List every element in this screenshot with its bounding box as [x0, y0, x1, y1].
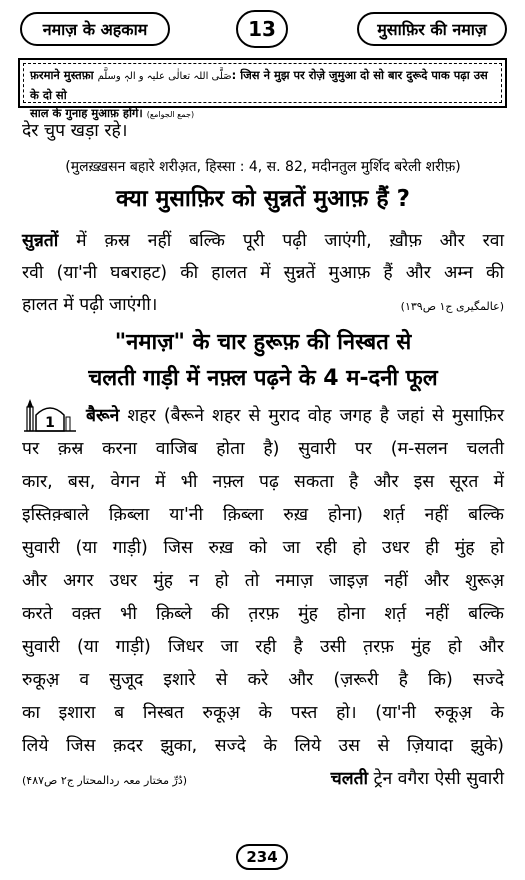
para2-line-1-text: शहर (बैरूने शहर से मुराद वोह जगह है जहां से मुसाफ़िर: [119, 406, 504, 426]
para2-line-9: रुकूअ़ व सुजूद इशारे से करे और (ज़रूरी है कि) सज्दे: [22, 670, 504, 690]
para3-line-1-text: ट्रेन वगैरा ऐसी सुवारी: [368, 769, 504, 789]
para3-line-1: [331, 767, 504, 791]
para2-bold-word: बैरूने: [86, 406, 120, 426]
para1-reference: (عالمگیری ج١ ص١٣٩): [400, 300, 504, 313]
hadith-box: [18, 58, 507, 120]
header-right-title: मुसाफ़िर की नमाज़: [357, 12, 507, 46]
hadith-label: फ़रमाने मुस्तफ़ा: [30, 68, 94, 82]
para2-line-3: कार, बस, वेगन में भी नफ़्ल पढ़ सकता है और इस सूरत में: [22, 472, 504, 492]
hadith-source: (جمع الجوامع): [146, 110, 195, 119]
header-left-title: नमाज़ के अहकाम: [20, 12, 170, 46]
para2-line-8: सुवारी (या गाड़ी) जिधर जा रही है उसी त़रफ़ मुंह हो और: [22, 637, 504, 657]
hadith-salutation: صَلَّی اللہ تعالٰی علیہ و الہٖ وسلَّم: [97, 71, 232, 82]
para2-reference: (دُرِّ مختار معہ ردالمحتار ج۲ ص۴۸۷): [22, 774, 188, 787]
heading-2-line-1: "नमाज़" के चार हुरूफ़ की निस्बत से: [114, 330, 412, 355]
bullet-number: 1: [45, 415, 55, 431]
para2-line-11: लिये जिस क़दर झुका, सज्दे के लिये उस से ज़ियादा झुके): [22, 736, 504, 756]
para3-bold-word: चलती: [330, 769, 369, 789]
mosque-bullet-icon: [22, 397, 78, 433]
para2-line-7: करते वक़्त भी क़िब्ले की त़रफ़ मुंह होना शर्त़ नहीं बल्कि: [22, 604, 504, 624]
heading-1: क्या मुसाफ़िर को सुन्नतें मुआफ़ हैं ?: [116, 186, 410, 212]
para1-line-3-text: हालत में पढ़ी जाएंगी।: [22, 295, 158, 315]
para1-line-1-text: में क़स्र नहीं बल्कि पूरी पढ़ी जाएंगी, ख़ौफ़ और रवा: [58, 231, 504, 251]
para1-line-1: [22, 229, 504, 253]
para1-line-2: रवी (या'नी घबराहट) की हालत में सुन्नतें मुआफ़ हैं और अम्न की: [22, 263, 504, 283]
heading-2-line-2: चलती गाड़ी में नफ़्ल पढ़ने के 4 म-दनी फूल: [88, 366, 438, 391]
header-page-number: 13: [236, 10, 288, 48]
para2-line-1: [86, 404, 504, 428]
para1-line-3: [22, 293, 504, 319]
para1-bold-word: सुन्नतों: [22, 231, 59, 251]
hadith-text-1: : जिस ने मुझ पर रोज़े जुमुआ दो सो बार दुरूदे पाक पढ़ा उस के दो सो: [30, 68, 488, 102]
body-line-1: देर चुप खड़ा रहे।: [22, 121, 128, 141]
para2-line-5: सुवारी (या गाड़ी) जिस रुख़ को जा रही हो उधर ही मुंह हो: [22, 538, 504, 558]
reference-1: (मुलख़्ख़सन बहारे शरीअ़त, हिस्सा : 4, स. 82, मदीनतुल मुर्शिद बरेली शरीफ़): [65, 159, 461, 175]
para2-line-12: [22, 767, 504, 793]
para2-line-4: इस्तिक़्बाले क़िब्ला या'नी क़िब्ला रुख़ होना) शर्त़ नहीं बल्कि: [22, 505, 504, 525]
footer-page-number: 234: [236, 844, 288, 870]
hadith-inner: [23, 63, 502, 120]
hadith-text-2: साल के गुनाह मुआफ़ होंगे।: [30, 106, 143, 120]
hadith-line-1: [30, 66, 495, 104]
para2-line-6: और अगर उधर मुंह न हो तो नमाज़ जाइज़ नहीं और शुरूअ़: [22, 571, 504, 591]
para2-line-2: पर क़स्र करना वाजिब होता है) सुवारी पर (म-सलन चलती: [22, 439, 504, 459]
para2-line-10: का इशारा ब निस्बत रुकूअ़ के पस्त हो। (या'नी रुकूअ़ के: [22, 703, 504, 723]
